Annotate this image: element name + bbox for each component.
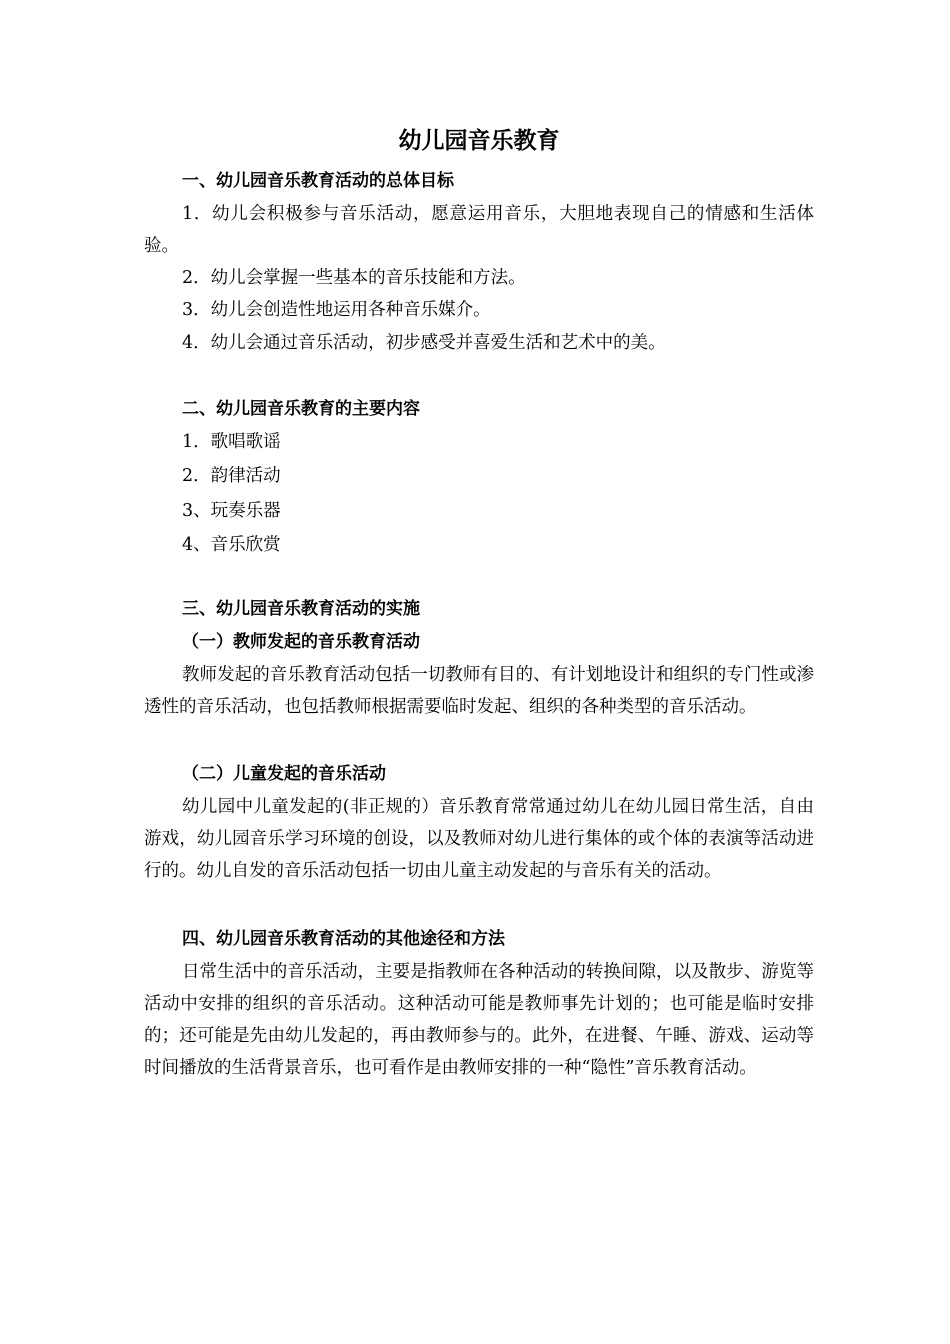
section-1-item-1: 1．幼儿会积极参与音乐活动，愿意运用音乐，大胆地表现自己的情感和生活体验。: [144, 204, 814, 256]
document-title: 幼儿园音乐教育: [398, 128, 560, 154]
section-4-heading: 四、幼儿园音乐教育活动的其他途径和方法: [182, 929, 505, 949]
section-4-text: 日常生活中的音乐活动，主要是指教师在各种活动的转换间隙，以及散步、游览等活动中安排的组织的音乐活动。这种活动可能是教师事先计划的；也可能是临时安排的；还可能是先由幼儿发起的，再由教师参与的。此外，在进餐、午睡、游戏、运动等时间播放的生活背景音乐，也可看作是由教师安排的一种“隐性”音乐教育活动。: [144, 962, 814, 1078]
section-1-item-4: 4．幼儿会通过音乐活动，初步感受并喜爱生活和艺术中的美。: [182, 333, 666, 353]
section-1-item-3: 3．幼儿会创造性地运用各种音乐媒介。: [182, 300, 491, 320]
section-2-item-3: 3、玩奏乐器: [182, 501, 281, 521]
section-2-item-4: 4、音乐欣赏: [182, 535, 281, 555]
section-1-heading: 一、幼儿园音乐教育活动的总体目标: [182, 171, 454, 191]
section-3-heading: 三、幼儿园音乐教育活动的实施: [182, 599, 420, 619]
section-1-item-2: 2．幼儿会掌握一些基本的音乐技能和方法。: [182, 268, 526, 288]
section-2-heading: 二、幼儿园音乐教育的主要内容: [182, 399, 420, 419]
section-3-sub-1-text: 教师发起的音乐教育活动包括一切教师有目的、有计划地设计和组织的专门性或渗透性的音乐活动，也包括教师根据需要临时发起、组织的各种类型的音乐活动。: [144, 665, 814, 717]
section-3-sub-2-heading: （二）儿童发起的音乐活动: [182, 764, 386, 784]
section-3-sub-2-text: 幼儿园中儿童发起的(非正规的）音乐教育常常通过幼儿在幼儿园日常生活，自由游戏，幼儿园音乐学习环境的创设，以及教师对幼儿进行集体的或个体的表演等活动进行的。幼儿自发的音乐活动包括一切由儿童主动发起的与音乐有关的活动。: [144, 797, 814, 881]
section-2-item-2: 2．韵律活动: [182, 466, 281, 486]
section-3-sub-1-heading: （一）教师发起的音乐教育活动: [182, 632, 420, 652]
section-2-item-1: 1．歌唱歌谣: [182, 432, 281, 452]
